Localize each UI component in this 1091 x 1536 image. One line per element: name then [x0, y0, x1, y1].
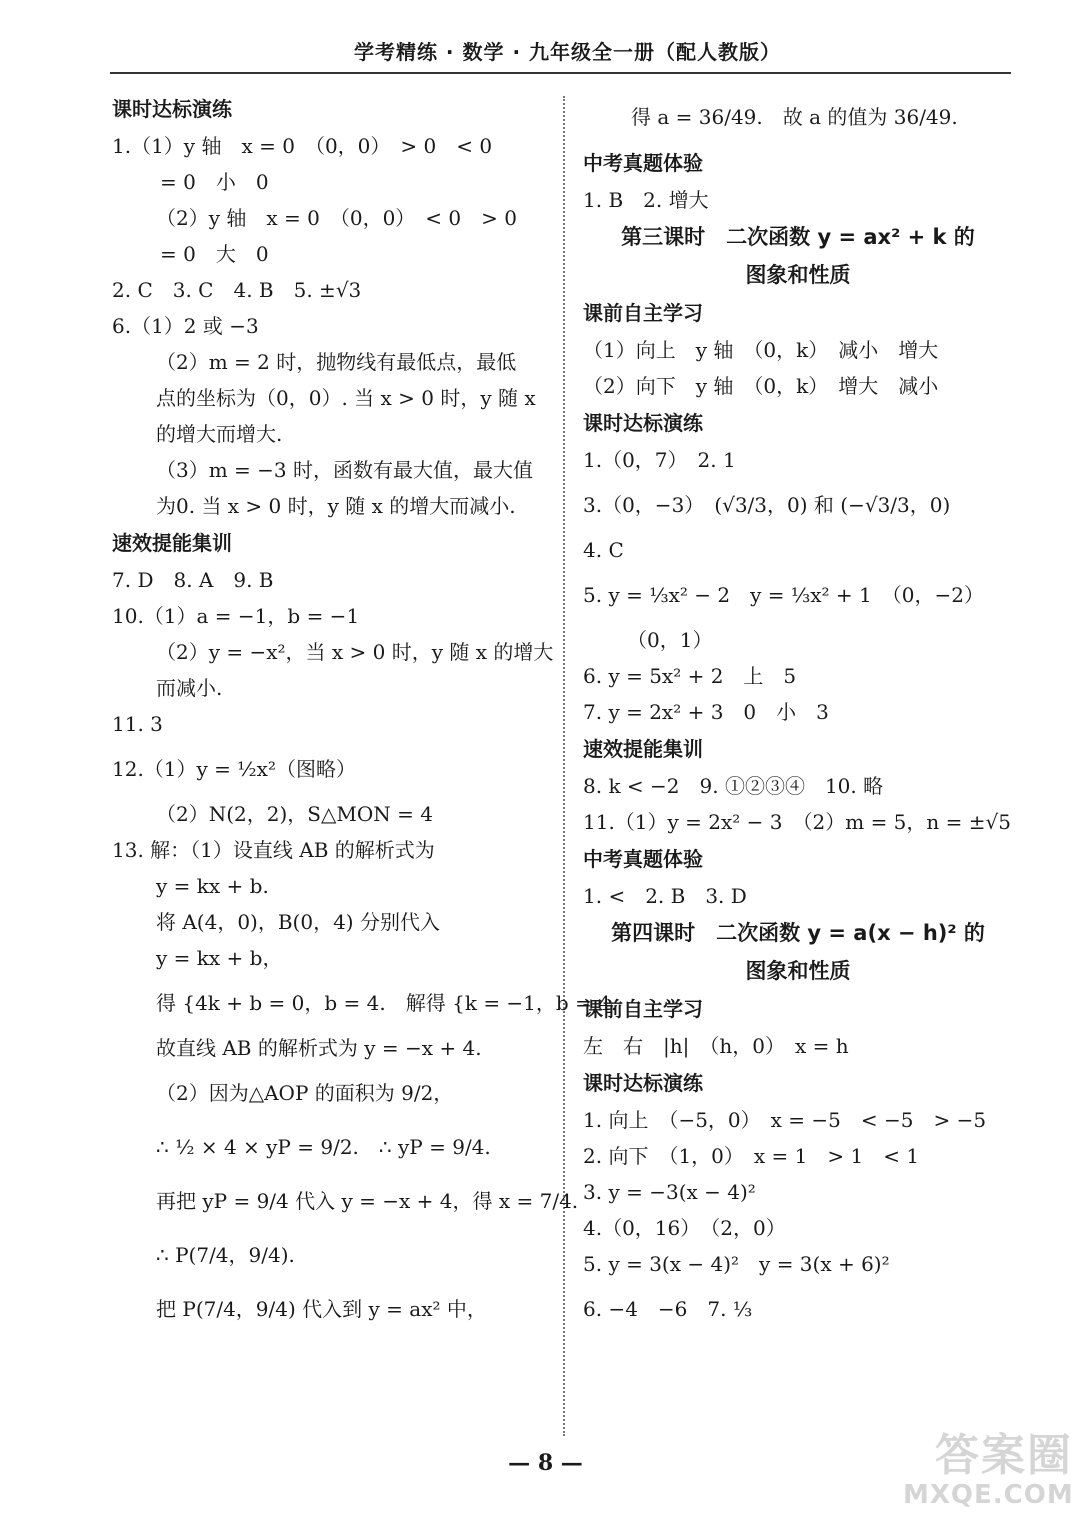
answer-line: 2. 向下 （1，0） x = 1 > 1 < 1 — [583, 1144, 920, 1168]
answer-line: （2）向下 y 轴 （0，k） 增大 减小 — [583, 374, 939, 398]
answer-line: 的增大而增大. — [156, 422, 283, 446]
answer-line: （2）因为△AOP 的面积为 9/2， — [156, 1081, 454, 1105]
answer-line: 10.（1）a = −1，b = −1 — [112, 604, 360, 628]
answer-line: 11. 3 — [112, 712, 163, 736]
right-column — [583, 90, 1013, 1336]
answer-line: = 0 大 0 — [160, 242, 269, 266]
answer-line: （1）向上 y 轴 （0，k） 减小 增大 — [583, 338, 939, 362]
lesson-title: 图象和性质 — [745, 263, 851, 287]
lesson-title: 第四课时 二次函数 y = a(x − h)² 的 — [611, 921, 985, 945]
answer-line: 8. k < −2 9. ①②③④ 10. 略 — [583, 774, 884, 798]
answer-line: ∴ P(7/4，9/4). — [156, 1243, 295, 1267]
answer-line: 3.（0，−3） (√3/3，0) 和 (−√3/3，0) — [583, 493, 951, 517]
answer-line: 6.（1）2 或 −3 — [112, 314, 259, 338]
answer-line: 1.（0，7） 2. 1 — [583, 448, 736, 472]
answer-line: 得 {4k + b = 0，b = 4. 解得 {k = −1，b = 4. — [156, 991, 618, 1015]
answer-line: 6. −4 −6 7. ⅓ — [583, 1297, 753, 1321]
answer-line: y = kx + b， — [156, 946, 283, 970]
watermark-url: MXQE.COM — [903, 1480, 1074, 1510]
answer-line: 1. < 2. B 3. D — [583, 884, 747, 908]
section-heading: 中考真题体验 — [583, 151, 703, 175]
answer-line: 3. y = −3(x − 4)² — [583, 1180, 756, 1204]
answer-line: 2. C 3. C 4. B 5. ±√3 — [112, 278, 362, 302]
answer-line: （2）y = −x²，当 x > 0 时，y 随 x 的增大 — [156, 640, 554, 664]
answer-line: 将 A(4，0)，B(0，4) 分别代入 — [156, 910, 440, 934]
answer-line: 再把 yP = 9/4 代入 y = −x + 4，得 x = 7/4. — [156, 1189, 579, 1213]
section-heading: 课时达标演练 — [583, 1071, 703, 1095]
answer-line: 7. y = 2x² + 3 0 小 3 — [583, 700, 829, 724]
answer-line: 故直线 AB 的解析式为 y = −x + 4. — [156, 1036, 482, 1060]
answer-line: 6. y = 5x² + 2 上 5 — [583, 664, 797, 688]
answer-line: （3）m = −3 时，函数有最大值，最大值 — [156, 458, 534, 482]
answer-line: 1. 向上 （−5，0） x = −5 < −5 > −5 — [583, 1108, 987, 1132]
answer-line: 4. C — [583, 538, 624, 562]
section-heading: 速效提能集训 — [583, 737, 703, 761]
answer-line: 把 P(7/4，9/4) 代入到 y = ax² 中， — [156, 1297, 487, 1321]
section-heading: 课前自主学习 — [583, 301, 703, 325]
answer-line: 5. y = 3(x − 4)² y = 3(x + 6)² — [583, 1252, 890, 1276]
section-heading: 课前自主学习 — [583, 997, 703, 1021]
column-divider — [563, 96, 565, 1436]
answer-line: y = kx + b. — [156, 874, 269, 898]
section-heading: 中考真题体验 — [583, 847, 703, 871]
answer-line: 1. B 2. 增大 — [583, 188, 709, 212]
answer-line: 1.（1）y 轴 x = 0 （0，0） > 0 < 0 — [112, 134, 493, 158]
page-header — [110, 28, 1011, 74]
section-heading: 速效提能集训 — [112, 531, 232, 555]
answer-line: 13. 解：（1）设直线 AB 的解析式为 — [112, 838, 435, 862]
answer-line: 11.（1）y = 2x² − 3 （2）m = 5，n = ±√5 — [583, 810, 1011, 834]
answer-line: ∴ ½ × 4 × yP = 9/2. ∴ yP = 9/4. — [156, 1135, 491, 1159]
answer-line: 而减小. — [156, 676, 223, 700]
section-heading: 课时达标演练 — [583, 411, 703, 435]
lesson-title: 图象和性质 — [745, 959, 851, 983]
answer-line: 4.（0，16） （2，0） — [583, 1216, 786, 1240]
watermark-text: 答案圈 — [935, 1430, 1073, 1481]
answer-line: 点的坐标为（0，0）. 当 x > 0 时，y 随 x — [156, 386, 536, 410]
answer-line: 左 右 |h| （h，0） x = h — [583, 1034, 849, 1058]
answer-line: = 0 小 0 — [160, 170, 269, 194]
section-heading: 课时达标演练 — [112, 97, 232, 121]
answer-line: （2）N(2，2)，S△MON = 4 — [156, 802, 433, 826]
book-title: 学考精练 · 数学 · 九年级全一册（配人教版） — [353, 40, 781, 64]
lesson-title: 第三课时 二次函数 y = ax² + k 的 — [621, 225, 975, 249]
answer-line: 得 a = 36/49. 故 a 的值为 36/49. — [631, 105, 958, 129]
answer-line: 12.（1）y = ½x²（图略） — [112, 757, 356, 781]
answer-line: 为0. 当 x > 0 时，y 随 x 的增大而减小. — [156, 494, 516, 518]
page-number: — 8 — — [508, 1450, 583, 1476]
answer-line: （2）m = 2 时，抛物线有最低点，最低 — [156, 350, 517, 374]
answer-line: （0，1） — [627, 628, 713, 652]
answer-line: 7. D 8. A 9. B — [112, 568, 274, 592]
answer-line: （2）y 轴 x = 0 （0，0） < 0 > 0 — [156, 206, 517, 230]
answer-line: 5. y = ⅓x² − 2 y = ⅓x² + 1 （0，−2） — [583, 583, 984, 607]
watermark-logo — [903, 1432, 1073, 1522]
